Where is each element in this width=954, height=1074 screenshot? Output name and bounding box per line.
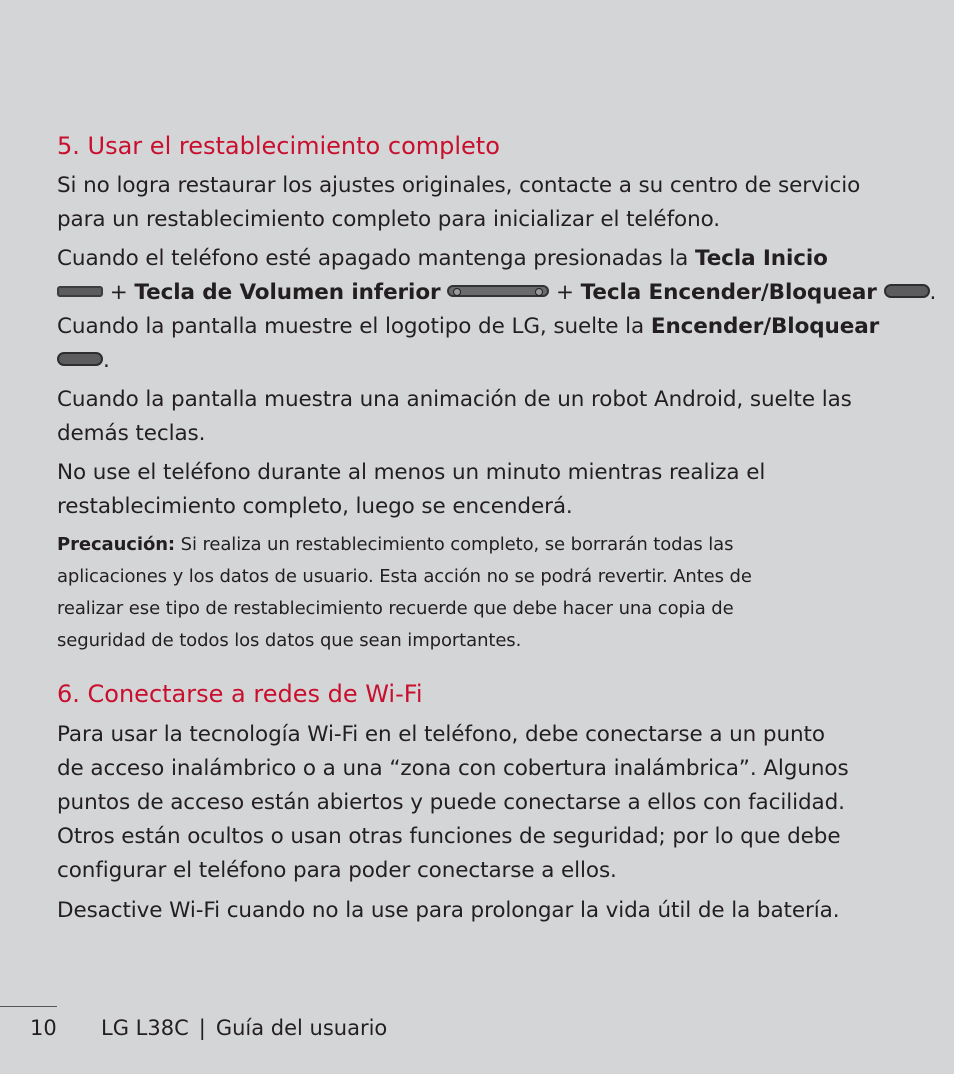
power-key-icon xyxy=(884,284,930,298)
footer-title xyxy=(101,1013,387,1043)
volume-down-key-label: Tecla de Volumen inferior xyxy=(134,280,441,305)
caution-note: Precaución: Si realiza un restablecimiento completo, se borrarán todas las aplicaciones y los datos de usuario. Esta acción no se podrá revertir. Antes de realizar ese tipo de restablecimiento recuerde que debe hacer una copia de seguridad de todos los datos que sean importantes. xyxy=(57,534,752,651)
section-5-paragraph-4: No use el teléfono durante al menos un minuto mientras realiza el restablecimiento completo, luego se encenderá. xyxy=(57,460,766,519)
section-5-heading: 5. Usar el restablecimiento completo xyxy=(57,132,500,160)
section-6-paragraph-2: Desactive Wi-Fi cuando no la use para prolongar la vida útil de la batería. xyxy=(57,898,840,923)
volume-key-icon xyxy=(447,285,549,297)
section-5-paragraph-1: Si no logra restaurar los ajustes originales, contacte a su centro de servicio para un restablecimiento completo para inicializar el teléfono. xyxy=(57,173,861,232)
section-5-paragraph-3: Cuando la pantalla muestra una animación de un robot Android, suelte las demás teclas. xyxy=(57,387,852,446)
section-6-paragraph-1: Para usar la tecnología Wi-Fi en el teléfono, debe conectarse a un punto de acceso inalámbrico o a una “zona con cobertura inalámbrica”. Algunos puntos de acceso están abiertos y puede conectarse a ellos con facilidad. Otros están ocultos o usan otras funciones de seguridad; por lo que debe configurar el teléfono para poder conectarse a ellos. xyxy=(57,722,849,883)
power-lock-key-label-2: Encender/Bloquear xyxy=(650,314,880,339)
footer-separator: | xyxy=(198,1016,206,1040)
home-key-label: Tecla Inicio xyxy=(694,246,828,271)
power-key-icon-2 xyxy=(57,352,103,366)
page-number: 10 xyxy=(30,1016,57,1040)
footer-rule xyxy=(0,1006,57,1007)
section-5-paragraph-2: Cuando el teléfono esté apagado mantenga presionadas la Tecla Inicio + Tecla de Volumen inferior + Tecla Encender/Bloquear . Cuando la pantalla muestre el logotipo de LG, suelte la Encender/Bloquear . xyxy=(57,246,937,373)
caution-label: Precaución: xyxy=(57,534,176,555)
guide-title: Guía del usuario xyxy=(215,1016,388,1040)
power-lock-key-label: Tecla Encender/Bloquear xyxy=(580,280,877,305)
home-key-icon xyxy=(57,286,103,297)
section-6-heading: 6. Conectarse a redes de Wi-Fi xyxy=(57,680,423,708)
model-name: LG L38C xyxy=(101,1016,189,1040)
